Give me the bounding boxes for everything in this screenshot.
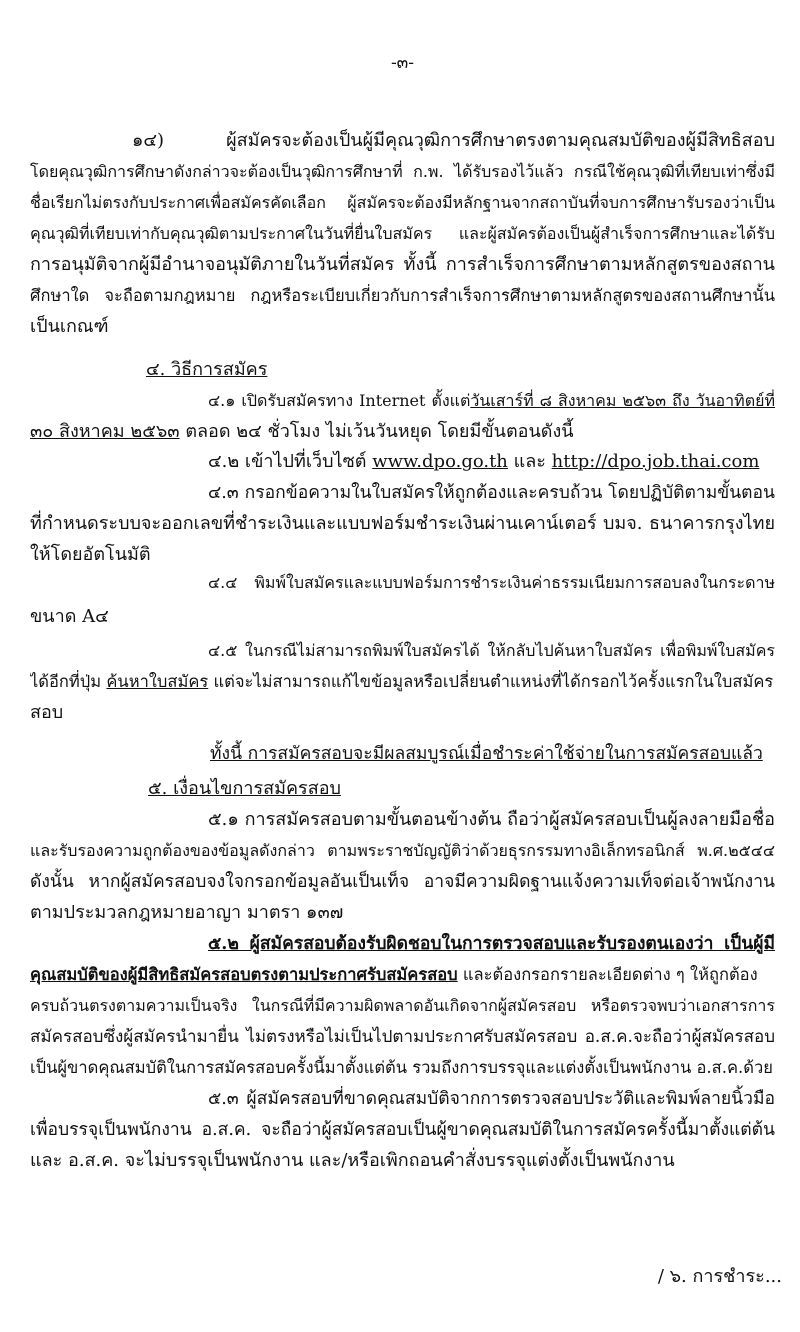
s53-line2: เพื่อบรรจุเป็นพนักงาน อ.ส.ค. จะถือว่าผู้สมัครสอบเป็นผู้ขาดคุณสมบัติในการสมัครครั้งนี้มาตั้งแต่ต้น (30, 1120, 775, 1140)
s42-and: และ (507, 451, 552, 472)
s43-line3: ให้โดยอัตโนมัติ (30, 544, 151, 565)
s51-line1: ๕.๑ การสมัครสอบตามขั้นตอนข้างต้น ถือว่าผู้สมัครสอบเป็นผู้ลงลายมือชื่อ (208, 809, 775, 830)
s51-line4: ตามประมวลกฎหมายอาญา มาตรา ๑๓๗ (30, 902, 344, 923)
para14-line2: โดยคุณวุฒิการศึกษาดังกล่าวจะต้องเป็นวุฒิการศึกษาที่ ก.พ. ได้รับรองไว้แล้ว กรณีใช้คุณวุฒิที่เทียบเท่าซึ่งมี (30, 162, 775, 181)
s41-text: ๔.๑ เปิดรับสมัครทาง Internet ตั้งแต่ (208, 391, 471, 410)
s45-text: ได้อีกที่ปุ่ม (30, 672, 107, 691)
job-thai-link[interactable]: http://dpo.job.thai.com (551, 451, 760, 472)
s52-line1: ๕.๒ ผู้สมัครสอบต้องรับผิดชอบในการตรวจสอบและรับรองตนเองว่า เป็นผู้มี (208, 934, 775, 954)
search-application-link[interactable]: ค้นหาใบสมัคร (106, 672, 209, 691)
s52-text: และต้องกรอกรายละเอียดต่าง ๆ ให้ถูกต้อง (457, 965, 758, 984)
s45-line1: ๔.๕ ในกรณีไม่สามารถพิมพ์ใบสมัครได้ ให้กลับไปค้นหาใบสมัคร เพื่อพิมพ์ใบสมัคร (208, 641, 775, 660)
s43-line2: ที่กำหนดระบบจะออกเลขที่ชำระเงินและแบบฟอร์มชำระเงินผ่านเคาน์เตอร์ บมจ. ธนาคารกรุงไทย (30, 513, 775, 534)
s53-line3: และ อ.ส.ค. จะไม่บรรจุเป็นพนักงาน และ/หรือเพิกถอนคำสั่งบรรจุแต่งตั้งเป็นพนักงาน (30, 1150, 675, 1171)
para14-line7: เป็นเกณฑ์ (30, 316, 109, 337)
s52-line2 (30, 960, 775, 990)
dpo-website-link[interactable]: www.dpo.go.th (372, 451, 508, 472)
s52-line4: สมัครสอบซึ่งผู้สมัครนำมายื่น ไม่ตรงหรือไม่เป็นไปตามประกาศรับสมัครสอบ อ.ส.ค.จะถือว่าผู้สมัครสอบ (30, 1027, 775, 1047)
page-number: -๓- (390, 53, 415, 73)
s45-line2 (30, 667, 775, 697)
s42-line (208, 447, 775, 477)
section5-title: ๕. เงื่อนไขการสมัครสอบ (148, 778, 341, 799)
s52-emphasis: คุณสมบัติของผู้มีสิทธิสมัครสอบตรงตามประกาศรับสมัครสอบ (30, 965, 458, 984)
s53-line1: ๕.๓ ผู้สมัครสอบที่ขาดคุณสมบัติจากการตรวจสอบประวัติและพิมพ์ลายนิ้วมือ (208, 1089, 775, 1109)
s43-line1: ๔.๓ กรอกข้อความในใบสมัครให้ถูกต้องและครบถ้วน โดยปฏิบัติตามขั้นตอน (208, 483, 775, 503)
s52-line3: ครบถ้วนตรงตามความเป็นจริง ในกรณีที่มีความผิดพลาดอันเกิดจากผู้สมัครสอบ หรือตรวจพบว่าเอกสารการ (30, 996, 775, 1015)
section4-title: ๔. วิธีการสมัคร (146, 359, 268, 380)
para14-line5: การอนุมัติจากผู้มีอำนาจอนุมัติภายในวันที่สมัคร ทั้งนี้ การสำเร็จการศึกษาตามหลักสูตรของสถาน (30, 254, 775, 275)
s52-line5: เป็นผู้ขาดคุณสมบัติในการสมัครสอบครั้งนี้มาตั้งแต่ต้น รวมถึงการบรรจุและแต่งตั้งเป็นพนักงาน อ.ส.ค.ด้วย (30, 1058, 773, 1077)
payment-note: ทั้งนี้ การสมัครสอบจะมีผลสมบูรณ์เมื่อชำระค่าใช้จ่ายในการสมัครสอบแล้ว (210, 744, 763, 764)
s41-line2 (30, 417, 775, 447)
s45-text-end: แต่จะไม่สามารถแก้ไขข้อมูลหรือเปลี่ยนตำแหน่งที่ได้กรอกไว้ครั้งแรกในใบสมัคร (208, 672, 774, 691)
s44-line2: ขนาด A๔ (30, 606, 109, 627)
s41-line1 (208, 386, 775, 416)
para14-line4: คุณวุฒิที่เทียบเท่ากับคุณวุฒิตามประกาศในวันที่ยื่นใบสมัคร และผู้สมัครต้องเป็นผู้สำเร็จการศึกษาและได้รับ (30, 224, 775, 243)
s42-text: ๔.๒ เข้าไปที่เว็บไซต์ (208, 451, 373, 472)
para14-line1: ๑๔) ผู้สมัครจะต้องเป็นผู้มีคุณวุฒิการศึกษาตรงตามคุณสมบัติของผู้มีสิทธิสอบ (132, 130, 775, 151)
s45-line3: สอบ (30, 702, 64, 723)
para14-line3: ชื่อเรียกไม่ตรงกับประกาศเพื่อสมัครคัดเลือก ผู้สมัครจะต้องมีหลักฐานจากสถาบันที่จบการศึกษารับรองว่าเป็น (30, 193, 775, 212)
s44-line1: ๔.๔ พิมพ์ใบสมัครและแบบฟอร์มการชำระเงินค่าธรรมเนียมการสอบลงในกระดาษ (208, 573, 775, 592)
page-continuation: / ๖. การชำระ... (657, 1266, 782, 1287)
para14-line6: ศึกษาใด จะถือตามกฎหมาย กฎหรือระเบียบเกี่ยวกับการสำเร็จการศึกษาตามหลักสูตรของสถานศึกษานั้น (30, 286, 775, 305)
s41-date-start: วันเสาร์ที่ ๘ สิงหาคม ๒๕๖๓ ถึง วันอาทิตย์ที่ (470, 391, 775, 410)
s41-text-end: ตลอด ๒๔ ชั่วโมง ไม่เว้นวันหยุด โดยมีขั้นตอนดังนี้ (179, 421, 574, 442)
s41-date-end: ๓๐ สิงหาคม ๒๕๖๓ (30, 421, 180, 442)
s51-line3: ดังนั้น หากผู้สมัครสอบจงใจกรอกข้อมูลอันเป็นเท็จ อาจมีความผิดฐานแจ้งความเท็จต่อเจ้าพนักงาน (30, 872, 775, 892)
s51-line2: และรับรองความถูกต้องของข้อมูลดังกล่าว ตามพระราชบัญญัติว่าด้วยธุรกรรมทางอิเล็กทรอนิกส์ พ.ศ.๒๕๔๔ (30, 841, 775, 860)
